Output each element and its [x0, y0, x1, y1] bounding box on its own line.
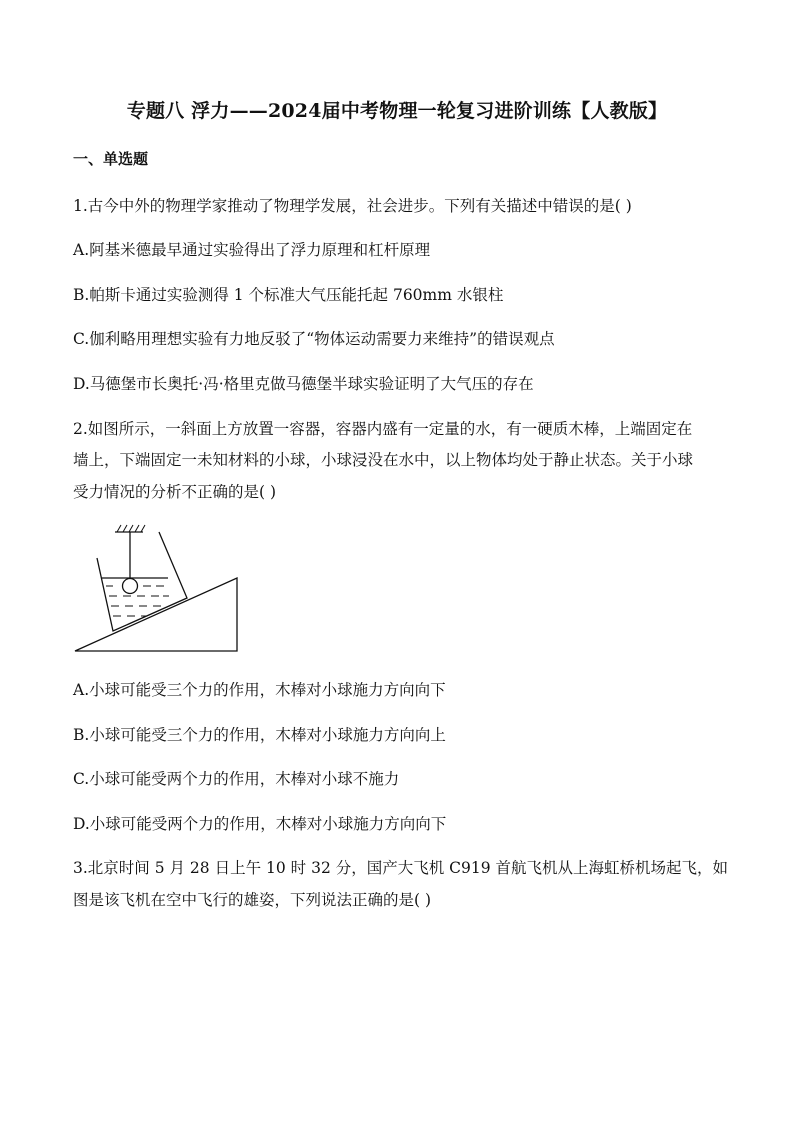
incline — [75, 578, 237, 651]
question-3-stem-line-1: 3.北京时间 5 月 28 日上午 10 时 32 分，国产大飞机 C919 首航飞机从上海虹桥机场起飞，如 — [73, 859, 729, 877]
section-heading: 一、单选题 — [73, 150, 149, 168]
question-1-option-b: B.帕斯卡通过实验测得 1 个标准大气压能托起 760mm 水银柱 — [73, 286, 504, 304]
ceiling-hatch — [117, 525, 145, 532]
question-2-stem-line-3: 受力情况的分析不正确的是( ) — [73, 483, 277, 501]
question-1-stem: 1.古今中外的物理学家推动了物理学发展，社会进步。下列有关描述中错误的是( ) — [73, 197, 632, 215]
question-2-option-d: D.小球可能受两个力的作用，木棒对小球施力方向向下 — [73, 815, 447, 833]
ball — [123, 579, 138, 594]
question-1-option-c: C.伽利略用理想实验有力地反驳了“物体运动需要力来维持”的错误观点 — [73, 330, 555, 348]
question-1-option-d: D.马德堡市长奥托·冯·格里克做马德堡半球实验证明了大气压的存在 — [73, 375, 534, 393]
question-1-option-a: A.阿基米德最早通过实验得出了浮力原理和杠杆原理 — [73, 241, 431, 259]
question-2-option-b: B.小球可能受三个力的作用，木棒对小球施力方向向上 — [73, 726, 446, 744]
question-2-option-a: A.小球可能受三个力的作用，木棒对小球施力方向向下 — [73, 681, 446, 699]
question-2-stem-line-1: 2.如图所示，一斜面上方放置一容器，容器内盛有一定量的水，有一硬质木棒，上端固定在 — [73, 420, 693, 438]
page-title: 专题八 浮力——2024届中考物理一轮复习进阶训练【人教版】 — [126, 100, 668, 122]
question-2-option-c: C.小球可能受两个力的作用，木棒对小球不施力 — [73, 770, 400, 788]
incline-container-figure — [73, 520, 243, 655]
question-3-stem-line-2: 图是该飞机在空中飞行的雄姿，下列说法正确的是( ) — [73, 891, 432, 909]
water-lines — [106, 586, 169, 616]
question-2-stem-line-2: 墙上，下端固定一未知材料的小球，小球浸没在水中，以上物体均处于静止状态。关于小球 — [73, 451, 694, 469]
